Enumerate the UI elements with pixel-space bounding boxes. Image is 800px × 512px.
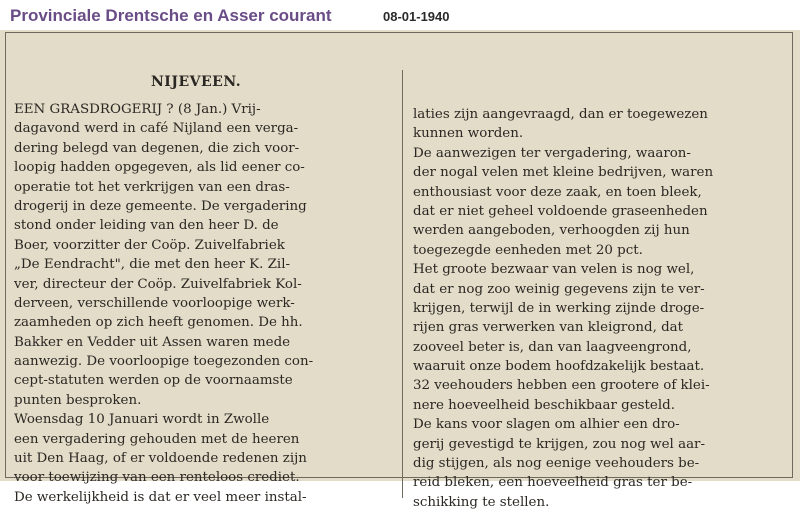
text-line: loopig hadden opgegeven, als lid eener co- <box>14 160 305 176</box>
text-line: der nogal velen met kleine bedrijven, waren <box>413 165 714 181</box>
newspaper-title: Provinciale Drentsche en Asser courant <box>10 6 332 25</box>
text-line: dagavond werd in café Nijland een verga- <box>14 121 299 137</box>
left-column <box>14 100 398 507</box>
text-line: De kans voor slagen om alhier een dro- <box>413 417 680 433</box>
text-line: Bakker en Vedder uit Assen waren mede <box>14 334 291 350</box>
text-line: kunnen worden. <box>413 126 524 142</box>
text-line: zooveel beter is, dan van laagveengrond, <box>413 339 692 355</box>
right-column <box>413 105 789 512</box>
article-heading: NIJEVEEN. <box>151 74 242 90</box>
text-line: Boer, voorzitter der Coöp. Zuivelfabriek <box>14 237 285 253</box>
text-line: toegezegde eenheden met 20 pct. <box>413 242 643 258</box>
column-divider <box>402 70 403 498</box>
text-line: reid bleken, een hoeveelheid gras ter be- <box>413 475 693 491</box>
text-line: enthousiast voor deze zaak, en toen bleek, <box>413 184 702 200</box>
text-line: uit Den Haag, of er voldoende redenen zijn <box>14 451 307 467</box>
text-line: dat er niet geheel voldoende graseenheden <box>413 203 708 219</box>
text-line: Het groote bezwaar van velen is nog wel, <box>413 262 695 278</box>
text-line: 32 veehouders hebben een grootere of klei- <box>413 378 710 394</box>
text-line: stond onder leiding van den heer D. de <box>14 218 279 234</box>
text-line: waaruit onze bodem hoofdzakelijk bestaat. <box>413 359 705 375</box>
text-line: derveen, verschillende voorloopige werk- <box>14 295 295 311</box>
text-line: voor toewijzing van een renteloos crediet. <box>14 470 300 486</box>
text-line: werden aangeboden, verhoogden zij hun <box>413 223 690 239</box>
text-line: aanwezig. De voorloopige toegezonden con- <box>14 354 314 370</box>
text-line: krijgen, terwijl de in werking zijnde droge- <box>413 300 705 316</box>
text-line: rijen gras verwerken van kleigrond, dat <box>413 320 684 336</box>
text-line: ver, directeur der Coöp. Zuivelfabriek Kol- <box>14 276 302 292</box>
text-line: nere hoeveelheid beschikbaar gesteld. <box>413 397 675 413</box>
text-line: punten besproken. <box>14 392 142 408</box>
text-line: dig stijgen, als nog eenige veehouders be- <box>413 456 700 472</box>
text-line: dat er nog zoo weinig gegevens zijn te ver- <box>413 281 705 297</box>
text-line: „De Eendracht", die met den heer K. Zil- <box>14 257 291 273</box>
text-line: EEN GRASDROGERIJ ? (8 Jan.) Vrij- <box>14 102 261 117</box>
text-line: Woensdag 10 Januari wordt in Zwolle <box>14 412 270 428</box>
text-line: zaamheden op zich heeft genomen. De hh. <box>14 315 303 331</box>
text-line: een vergadering gehouden met de heeren <box>14 431 300 447</box>
text-line: schikking te stellen. <box>413 494 550 510</box>
text-line: drogerij in deze gemeente. De vergadering <box>14 198 307 214</box>
newspaper-clipping <box>0 30 800 510</box>
text-line: operatie tot het verkrijgen van een dras- <box>14 179 290 195</box>
text-line: gerij gevestigd te krijgen, zou nog wel aar- <box>413 436 705 452</box>
text-line: laties zijn aangevraagd, dan er toegewezen <box>413 107 708 122</box>
text-line: dering belegd van degenen, die zich voor- <box>14 140 300 156</box>
text-line: cept-statuten werden op de voornaamste <box>14 373 293 389</box>
header-bar <box>0 0 800 30</box>
text-line: De werkelijkheid is dat er veel meer instal- <box>14 489 307 505</box>
publication-date: 08-01-1940 <box>383 9 450 24</box>
text-line: De aanwezigen ter vergadering, waaron- <box>413 145 691 161</box>
